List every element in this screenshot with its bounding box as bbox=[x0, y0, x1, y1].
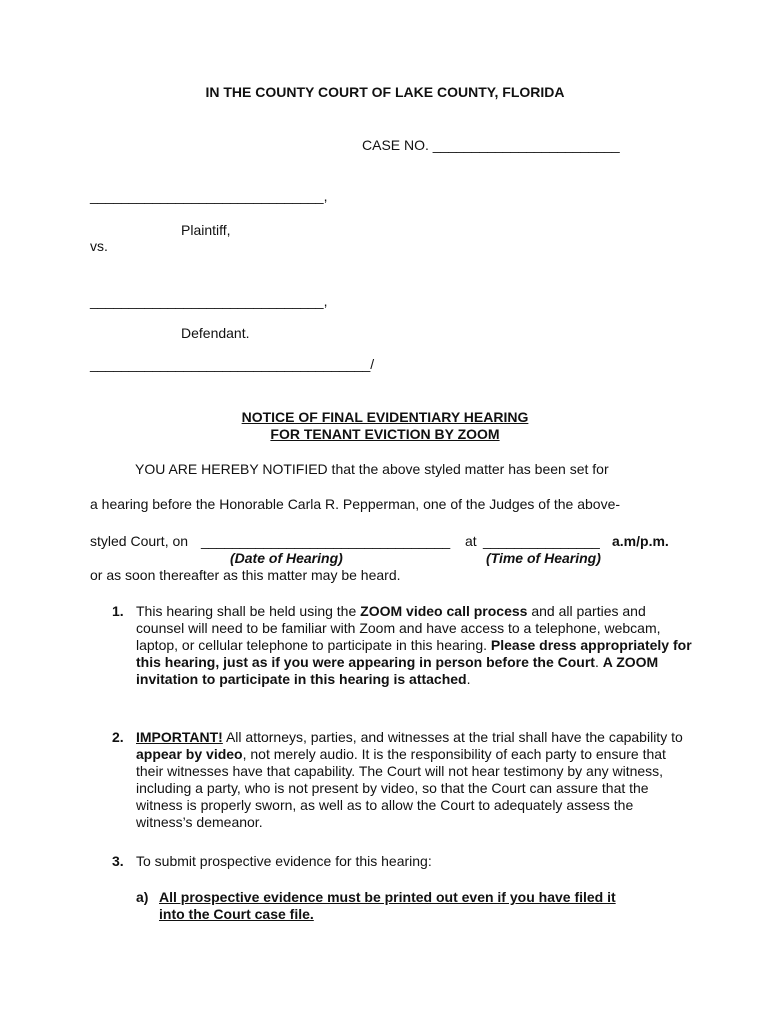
hearing-time-blank: _______________ bbox=[483, 533, 600, 549]
notice-paragraph-2: a hearing before the Honorable Carla R. Pepperman, one of the Judges of the above- bbox=[90, 496, 621, 512]
plaintiff-label: Plaintiff, bbox=[181, 222, 231, 238]
time-of-hearing-label: (Time of Hearing) bbox=[486, 550, 601, 566]
list-number-3: 3. bbox=[112, 853, 124, 869]
list-item-2 bbox=[112, 729, 692, 831]
sub-item-a-line2: into the Court case file. bbox=[159, 906, 314, 922]
date-of-hearing-label: (Date of Hearing) bbox=[230, 550, 343, 566]
notice-paragraph-4: or as soon thereafter as this matter may be heard. bbox=[90, 567, 401, 583]
list-item-3 bbox=[112, 853, 692, 870]
list-number-1: 1. bbox=[112, 603, 124, 619]
versus-label: vs. bbox=[90, 238, 108, 254]
am-pm-label: a.m/p.m. bbox=[612, 533, 669, 549]
list-number-2: 2. bbox=[112, 729, 124, 745]
notice-paragraph-1: YOU ARE HEREBY NOTIFIED that the above styled matter has been set for bbox=[135, 461, 609, 477]
list-item-1-text: This hearing shall be held using the ZOOM video call process and all parties and counsel will need to be familiar with Zoom and have access to a telephone, webcam, laptop, or cellular telephone to participate in this hearing. Please dress appropriately for this hearing, just as if you were appearing in person before the Court. A ZOOM invitation to participate in this hearing is attached. bbox=[136, 603, 692, 687]
notice-title-line1: NOTICE OF FINAL EVIDENTIARY HEARING bbox=[241, 409, 529, 425]
sub-item-a-line1: All prospective evidence must be printed out even if you have filed it bbox=[159, 889, 616, 905]
at-label: at bbox=[465, 533, 477, 549]
hearing-date-blank: ________________________________ bbox=[201, 533, 451, 549]
sub-item-a-label: a) bbox=[136, 889, 149, 905]
list-item-1 bbox=[112, 603, 692, 688]
court-title: IN THE COUNTY COURT OF LAKE COUNTY, FLORIDA bbox=[205, 84, 565, 100]
case-number: CASE NO. ________________________ bbox=[362, 137, 620, 153]
notice-title-line2: FOR TENANT EVICTION BY ZOOM bbox=[270, 426, 500, 442]
defendant-name-blank: ______________________________, bbox=[90, 293, 328, 309]
notice-paragraph-3: styled Court, on bbox=[90, 533, 189, 549]
caption-end-line: ____________________________________/ bbox=[90, 356, 375, 372]
defendant-label: Defendant. bbox=[181, 325, 250, 341]
list-item-3-text: To submit prospective evidence for this hearing: bbox=[136, 853, 432, 869]
list-item-2-text: IMPORTANT! All attorneys, parties, and witnesses at the trial shall have the capability to appear by video, not merely audio. It is the responsibility of each party to ensure that their witnesses have that capability. The Court will not hear testimony by any witness, including a party, who is not present by video, so that the Court can assure that the witness is properly sworn, as well as to allow the Court to adequately assess the witness’s demeanor. bbox=[136, 729, 683, 830]
plaintiff-name-blank: ______________________________, bbox=[90, 188, 328, 204]
